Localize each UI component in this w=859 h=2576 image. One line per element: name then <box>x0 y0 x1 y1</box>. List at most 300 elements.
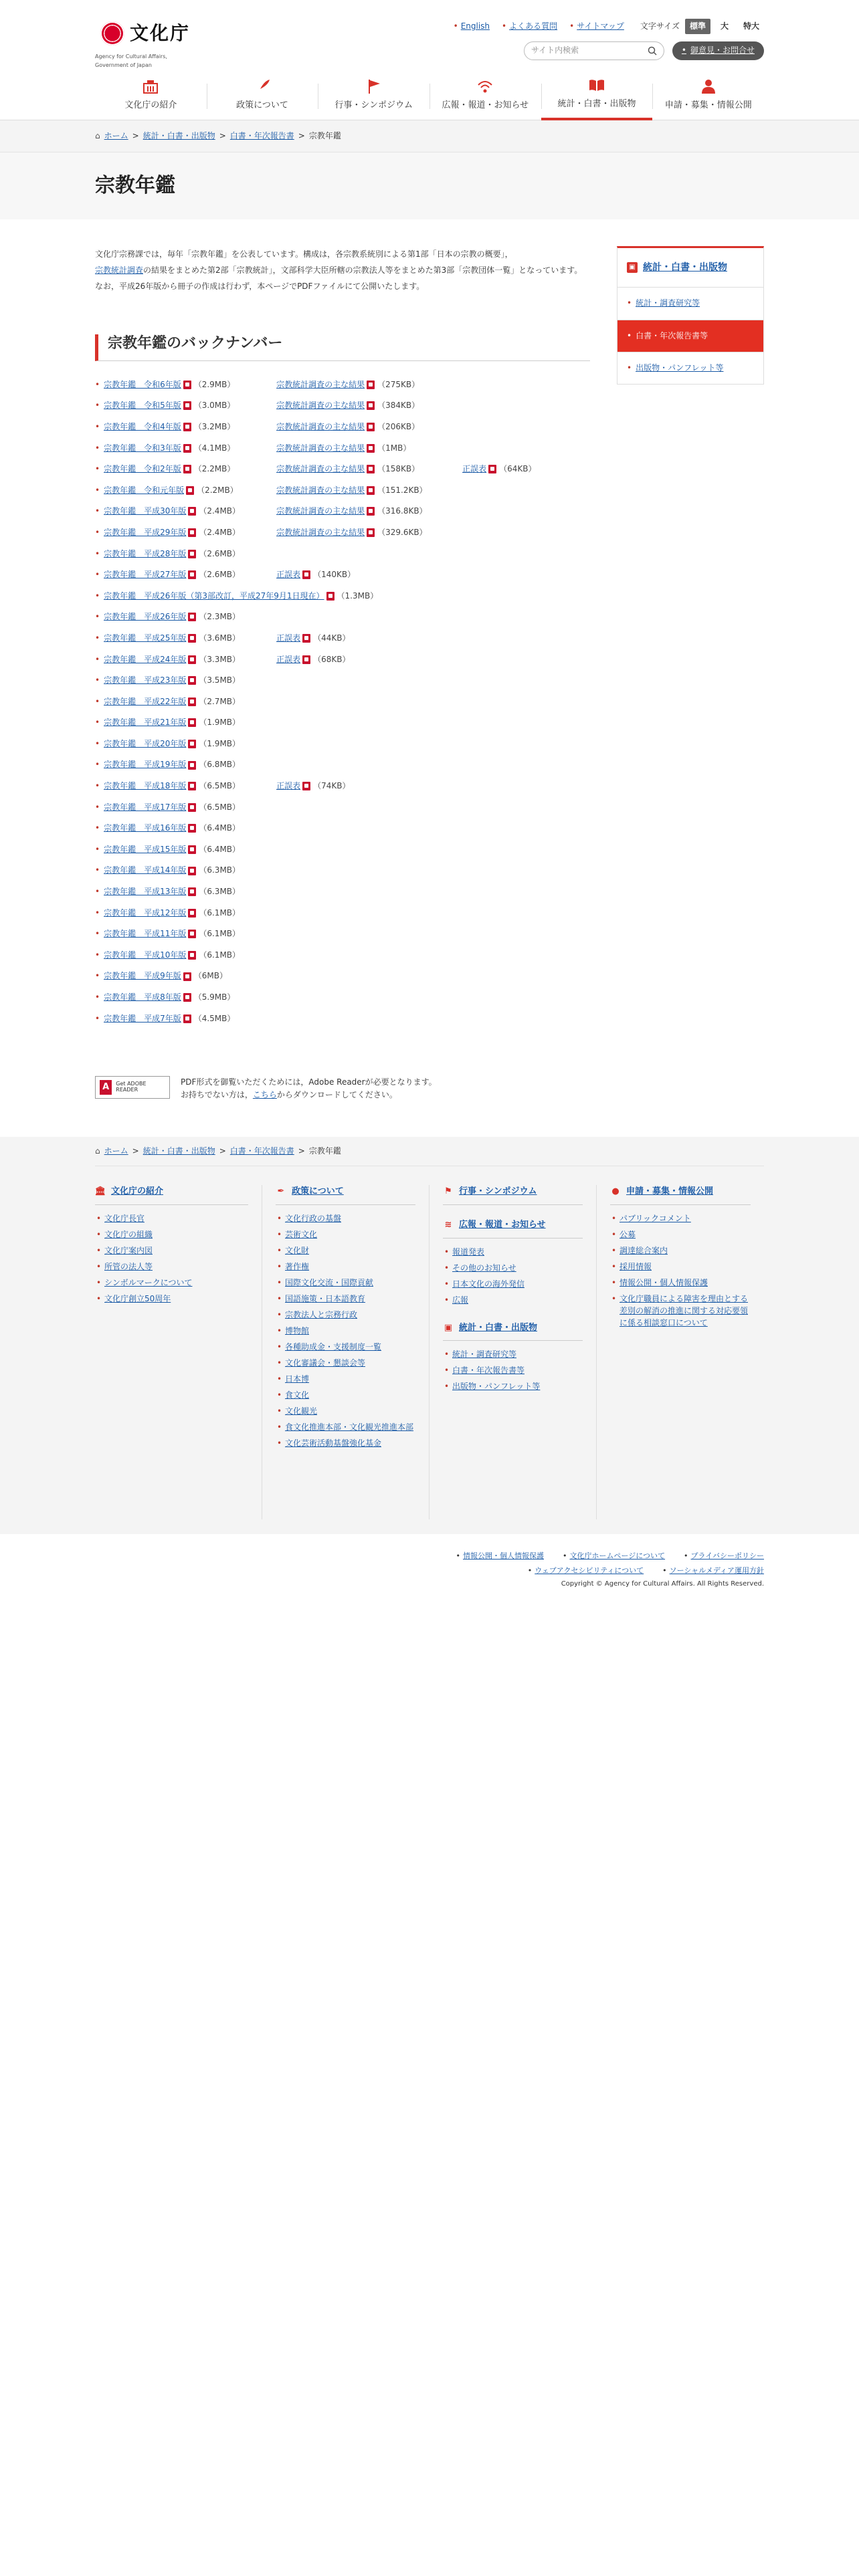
supplement-link[interactable]: 宗教統計調査の主な結果 <box>276 464 365 474</box>
pdf-icon <box>188 718 196 727</box>
footer-link[interactable]: 調達総合案内 <box>619 1245 668 1255</box>
pdf-icon <box>188 887 196 896</box>
footer-link-item <box>95 1226 248 1243</box>
side-item-statistics[interactable] <box>617 287 763 319</box>
pdf-icon <box>188 570 196 579</box>
faq-link[interactable]: • よくある質問 <box>502 20 557 33</box>
yearbook-item <box>95 860 590 881</box>
building-icon: 🏛 <box>94 1186 106 1196</box>
flag-icon: ⚑ <box>444 1186 452 1196</box>
file-size: （1.9MB） <box>199 718 241 728</box>
brush-icon: ✒ <box>277 1186 285 1196</box>
footer-link-item <box>276 1371 415 1387</box>
bottom-link[interactable]: • ウェブアクセシビリティについて <box>528 1565 644 1577</box>
pdf-icon <box>367 423 375 431</box>
yearbook-link[interactable]: • 宗教年鑑 平成21年版 <box>104 718 187 728</box>
file-size: （6.4MB） <box>199 823 241 833</box>
badge-text: Get ADOBE READER <box>116 1081 147 1093</box>
pdf-icon <box>326 592 335 601</box>
yearbook-item <box>95 966 590 987</box>
english-link[interactable]: • English <box>454 20 490 33</box>
footer-link[interactable]: 白書・年次報告書等 <box>452 1366 525 1376</box>
footer-link-item <box>276 1307 415 1323</box>
nav-statistics[interactable] <box>541 70 653 120</box>
file-size: （2.4MB） <box>199 527 241 537</box>
yearbook-item <box>95 564 590 586</box>
file-size: （3.5MB） <box>199 675 241 685</box>
yearbook-link[interactable]: • 宗教年鑑 平成8年版 <box>104 992 181 1002</box>
yearbook-link[interactable]: • 宗教年鑑 平成16年版 <box>104 823 187 833</box>
contact-button[interactable]: • 御意見・お問合せ <box>672 41 764 60</box>
footer-col-application <box>597 1185 764 1519</box>
breadcrumb-home[interactable]: ホーム <box>104 131 128 141</box>
footer-link[interactable]: 文化観光 <box>285 1406 318 1416</box>
yearbook-item <box>95 754 590 776</box>
pdf-icon <box>188 613 196 621</box>
yearbook-link[interactable]: • 宗教年鑑 令和2年版 <box>104 464 181 474</box>
file-size: （2.6MB） <box>199 548 241 558</box>
file-size: （6.8MB） <box>199 760 241 770</box>
site-footer <box>0 1137 859 1534</box>
file-size: （5.9MB） <box>193 992 235 1002</box>
pdf-icon <box>188 909 196 918</box>
nav-label: 統計・白書・出版物 <box>557 99 636 110</box>
side-nav <box>617 246 764 1101</box>
adobe-line-2 <box>181 1089 437 1101</box>
section-title: 宗教年鑑のバックナンバー <box>95 334 590 361</box>
supplement-link[interactable]: 宗教統計調査の主な結果 <box>276 379 365 389</box>
footer-link[interactable]: 博物館 <box>285 1325 310 1335</box>
side-item-whitepapers[interactable] <box>617 320 763 352</box>
nav-label: 申請・募集・情報公開 <box>664 100 752 111</box>
side-item-label[interactable]: 白書・年次報告書等 <box>636 330 708 340</box>
nav-label: 広報・報道・お知らせ <box>442 100 529 111</box>
footer-link-item <box>276 1259 415 1275</box>
breadcrumb: ⌂ ホーム > 統計・白書・出版物 > 白書・年次報告書 > 宗教年鑑 <box>95 120 764 152</box>
yearbook-link[interactable]: • 宗教年鑑 平成17年版 <box>104 802 187 812</box>
yearbook-item <box>95 459 590 480</box>
pdf-icon <box>188 550 196 558</box>
footer-link[interactable]: 出版物・パンフレット等 <box>452 1382 541 1392</box>
utility-links <box>454 19 764 34</box>
title-band <box>0 152 859 219</box>
search-icon[interactable] <box>648 46 657 56</box>
get-adobe-reader-badge[interactable] <box>95 1076 170 1099</box>
footer-link-item <box>610 1291 751 1331</box>
supplement-link[interactable]: 宗教統計調査の主な結果 <box>276 401 365 411</box>
footer-link-item <box>443 1346 583 1362</box>
yearbook-item <box>95 796 590 818</box>
yearbook-link[interactable]: • 宗教年鑑 平成13年版 <box>104 887 187 897</box>
logo-seal-icon <box>100 21 124 45</box>
side-item-label[interactable]: 統計・調査研究等 <box>636 298 700 308</box>
footer-link-item <box>95 1259 248 1275</box>
footer-link[interactable]: 報道発表 <box>452 1247 485 1257</box>
footer-link[interactable]: 国語施策・日本語教育 <box>285 1293 366 1303</box>
footer-link-item <box>610 1259 751 1275</box>
page-title: 宗教年鑑 <box>95 174 175 197</box>
sitemap-link[interactable]: • サイトマップ <box>569 20 624 33</box>
adobe-line-2-post: からダウンロードしてください。 <box>276 1090 397 1100</box>
pdf-icon <box>188 803 196 812</box>
footer-link[interactable]: 文化芸術活動基盤強化基金 <box>285 1438 382 1448</box>
supplement-link[interactable]: 宗教統計調査の主な結果 <box>276 443 365 453</box>
footer-head-events[interactable]: 行事・シンポジウム <box>459 1186 537 1196</box>
file-size: （6.3MB） <box>199 887 241 897</box>
file-size: （275KB） <box>377 379 420 389</box>
supplement-link[interactable]: 宗教統計調査の主な結果 <box>276 506 365 516</box>
yearbook-item <box>95 839 590 861</box>
yearbook-link[interactable]: • 宗教年鑑 平成26年版（第3部改訂，平成27年9月1日現在） <box>104 591 324 601</box>
yearbook-item <box>95 628 590 649</box>
font-size-standard[interactable]: 標準 <box>685 19 710 34</box>
pdf-icon <box>488 465 496 473</box>
supplement-link[interactable]: 正誤表 <box>276 654 301 664</box>
breadcrumb-statistics[interactable]: 統計・白書・出版物 <box>142 131 215 141</box>
pdf-icon <box>183 1014 191 1023</box>
font-size-large[interactable]: 大 <box>720 21 729 31</box>
nav-events[interactable] <box>318 70 430 120</box>
yearbook-link[interactable]: • 宗教年鑑 平成25年版 <box>104 633 187 643</box>
yearbook-link[interactable]: • 宗教年鑑 平成20年版 <box>104 738 187 748</box>
file-size: （2.9MB） <box>193 379 235 389</box>
yearbook-link[interactable]: • 宗教年鑑 平成28年版 <box>104 548 187 558</box>
pdf-icon <box>188 761 196 770</box>
yearbook-link[interactable]: • 宗教年鑑 平成11年版 <box>104 929 187 939</box>
file-size: （64KB） <box>499 464 537 474</box>
errata-link[interactable]: 正誤表 <box>462 464 487 474</box>
pdf-icon <box>183 993 191 1002</box>
bottom-link[interactable]: • 文化庁ホームページについて <box>563 1550 665 1562</box>
pdf-icon <box>188 867 196 875</box>
file-size: （3.3MB） <box>199 654 241 664</box>
global-nav <box>95 70 764 120</box>
footer-list-policy <box>276 1210 415 1451</box>
file-size: （384KB） <box>377 401 420 411</box>
yearbook-item <box>95 691 590 713</box>
yearbook-link[interactable]: • 宗教年鑑 平成26年版 <box>104 612 187 622</box>
footer-link-item <box>276 1435 415 1451</box>
footer-link-item <box>443 1362 583 1378</box>
footer-link[interactable]: シンボルマークについて <box>104 1277 193 1287</box>
nav-label: 行事・シンポジウム <box>335 100 413 111</box>
pdf-icon <box>188 634 196 643</box>
file-size: （329.6KB） <box>377 527 427 537</box>
footer-link-item <box>276 1387 415 1403</box>
pdf-icon <box>188 740 196 748</box>
file-size: （3.6MB） <box>199 633 241 643</box>
footer-link[interactable]: 日本博 <box>285 1374 310 1384</box>
breadcrumb-current: 宗教年鑑 <box>308 131 341 141</box>
adobe-download-link[interactable]: こちら <box>252 1090 277 1100</box>
yearbook-link[interactable]: • 宗教年鑑 令和5年版 <box>104 401 181 411</box>
footer-link[interactable]: 著作権 <box>285 1261 310 1271</box>
footer-link[interactable]: 採用情報 <box>619 1261 652 1271</box>
footer-link[interactable]: 宗教法人と宗務行政 <box>285 1309 358 1319</box>
footer-list-application <box>610 1210 751 1331</box>
footer-link[interactable]: 食文化推進本部・文化観光推進本部 <box>285 1422 414 1432</box>
side-nav-head-link[interactable]: 統計・白書・出版物 <box>643 262 727 273</box>
search-placeholder: サイト内検索 <box>531 45 579 56</box>
yearbook-item <box>95 881 590 903</box>
adobe-reader-note <box>95 1076 590 1101</box>
footer-link[interactable]: 各種助成金・支援制度一覧 <box>285 1341 382 1352</box>
site-logo[interactable] <box>95 19 195 70</box>
breadcrumb-whitepapers[interactable]: 白書・年次報告書 <box>229 1146 294 1156</box>
side-nav-head[interactable] <box>617 248 763 287</box>
footer-link[interactable]: 文化庁の組織 <box>104 1229 153 1239</box>
pdf-icon <box>183 401 191 410</box>
person-icon: ● <box>611 1186 619 1196</box>
home-icon: ⌂ <box>95 131 100 141</box>
intro-line-2 <box>95 262 590 278</box>
footer-list-about <box>95 1210 248 1307</box>
yearbook-item <box>95 607 590 628</box>
pdf-icon <box>188 697 196 706</box>
supplement-link[interactable]: 宗教統計調査の主な結果 <box>276 421 365 431</box>
book-icon: ▣ <box>627 262 638 273</box>
file-size: （3.2MB） <box>193 421 235 431</box>
intro-line-2-text: の結果をまとめた第2部「宗教統計」，文部科学大臣所轄の宗教法人等をまとめた第3部「宗教団体一覧」となっています。 <box>143 265 583 275</box>
footer-link[interactable]: 芸術文化 <box>285 1229 318 1239</box>
footer-list-pr <box>443 1244 583 1308</box>
supplement-link[interactable]: 宗教統計調査の主な結果 <box>276 485 365 495</box>
footer-link[interactable]: 文化審議会・懇談会等 <box>285 1358 366 1368</box>
supplement-link[interactable]: 正誤表 <box>276 570 301 580</box>
yearbook-link[interactable]: • 宗教年鑑 平成10年版 <box>104 950 187 960</box>
yearbook-item <box>95 395 590 417</box>
file-size: （151.2KB） <box>377 485 427 495</box>
side-item-publications[interactable] <box>617 352 763 384</box>
yearbook-list <box>95 374 590 1029</box>
pdf-icon <box>188 507 196 516</box>
adobe-line-2-pre: お持ちでない方は， <box>181 1090 253 1100</box>
footer-link[interactable]: その他のお知らせ <box>452 1263 516 1273</box>
pdf-icon <box>367 528 375 537</box>
yearbook-link[interactable]: • 宗教年鑑 平成15年版 <box>104 844 187 854</box>
site-search-input[interactable] <box>524 41 664 60</box>
footer-link-item <box>95 1210 248 1226</box>
yearbook-item <box>95 734 590 755</box>
pdf-icon <box>188 824 196 833</box>
footer-link[interactable]: 統計・調査研究等 <box>452 1350 517 1360</box>
yearbook-link[interactable]: • 宗教年鑑 平成23年版 <box>104 675 187 685</box>
yearbook-link[interactable]: • 宗教年鑑 平成27年版 <box>104 570 187 580</box>
file-size: （74KB） <box>313 781 351 791</box>
pdf-icon <box>183 972 191 981</box>
footer-link[interactable]: 文化庁職員による障害を理由とする差別の解消の推進に関する対応要領に係る相談窓口について <box>619 1293 749 1327</box>
yearbook-item <box>95 480 590 502</box>
yearbook-item <box>95 543 590 564</box>
breadcrumb-whitepapers[interactable]: 白書・年次報告書 <box>229 131 294 141</box>
main-content <box>95 246 590 1101</box>
bottom-link[interactable]: • 情報公開・個人情報保護 <box>456 1550 544 1562</box>
file-size: （316.8KB） <box>377 506 427 516</box>
footer-col-events-pr <box>430 1185 597 1519</box>
pdf-icon <box>367 401 375 410</box>
file-size: （6.4MB） <box>199 844 241 854</box>
footer-breadcrumb: ⌂ ホーム > 統計・白書・出版物 > 白書・年次報告書 > 宗教年鑑 <box>95 1137 764 1166</box>
footer-link-item <box>95 1275 248 1291</box>
footer-link-item <box>610 1275 751 1291</box>
file-size: （2.4MB） <box>199 506 241 516</box>
footer-link[interactable]: 日本文化の海外発信 <box>452 1279 525 1289</box>
footer-head-pr[interactable]: 広報・報道・お知らせ <box>459 1219 546 1230</box>
pdf-icon <box>183 444 191 453</box>
statistics-survey-link[interactable]: 宗教統計調査 <box>95 265 144 275</box>
adobe-line-1: PDF形式を御覧いただくためには，Adobe Readerが必要となります。 <box>181 1077 437 1087</box>
intro-line-3: なお，平成26年版から冊子の作成は行わず，本ページでPDFファイルにて公開いたします。 <box>95 282 425 291</box>
yearbook-link[interactable]: • 宗教年鑑 平成14年版 <box>104 865 187 875</box>
nav-policy[interactable] <box>207 70 318 120</box>
pdf-icon <box>183 465 191 473</box>
pdf-icon <box>188 930 196 938</box>
file-size: （6.5MB） <box>199 781 241 791</box>
supplement-link[interactable]: 正誤表 <box>276 781 301 791</box>
breadcrumb-bar <box>0 120 859 152</box>
pdf-icon <box>183 381 191 389</box>
footer-link-item <box>95 1291 248 1307</box>
footer-head-application[interactable]: 申請・募集・情報公開 <box>626 1186 714 1196</box>
adobe-icon: A <box>100 1080 112 1095</box>
file-size: （1.9MB） <box>199 738 241 748</box>
file-size: （6.3MB） <box>199 865 241 875</box>
footer-col-policy <box>262 1185 430 1519</box>
footer-link-item <box>276 1210 415 1226</box>
yearbook-item <box>95 586 590 607</box>
footer-link-item <box>610 1226 751 1243</box>
book-icon: ▣ <box>444 1322 453 1333</box>
yearbook-item <box>95 417 590 438</box>
footer-link-item <box>276 1339 415 1355</box>
home-icon: ⌂ <box>95 1146 100 1156</box>
file-size: （2.2MB） <box>197 485 238 495</box>
footer-link-item <box>276 1355 415 1371</box>
intro-line-1: 文化庁宗務課では，毎年「宗教年鑑」を公表しています。構成は，各宗教系統別による第1部「日本の宗教の概要」， <box>95 249 513 259</box>
nav-label: 政策について <box>236 100 288 111</box>
yearbook-link[interactable]: • 宗教年鑑 令和6年版 <box>104 379 181 389</box>
file-size: （206KB） <box>377 421 420 431</box>
footer-link[interactable]: 食文化 <box>285 1390 310 1400</box>
file-size: （140KB） <box>313 570 356 580</box>
nav-about[interactable] <box>95 70 207 120</box>
yearbook-link[interactable]: • 宗教年鑑 平成9年版 <box>104 971 181 981</box>
font-size-xlarge[interactable]: 特大 <box>743 21 759 31</box>
yearbook-link[interactable]: • 宗教年鑑 平成22年版 <box>104 696 187 706</box>
footer-link[interactable]: パブリックコメント <box>619 1213 691 1223</box>
pdf-icon <box>367 444 375 453</box>
file-size: （44KB） <box>313 633 351 643</box>
bottom-link[interactable]: • ソーシャルメディア運用方針 <box>662 1565 764 1577</box>
flag-icon <box>365 78 383 95</box>
logo-english: Agency for Cultural Affairs, Government of Japan <box>95 53 167 68</box>
footer-link-item <box>276 1419 415 1435</box>
building-icon <box>142 78 159 95</box>
footer-link[interactable]: 文化庁長官 <box>104 1213 145 1223</box>
yearbook-link[interactable]: • 宗教年鑑 平成7年版 <box>104 1013 181 1023</box>
footer-link[interactable]: 国際文化交流・国際貢献 <box>285 1277 374 1287</box>
yearbook-link[interactable]: • 宗教年鑑 令和元年版 <box>104 485 185 495</box>
footer-link-item <box>610 1243 751 1259</box>
nav-application[interactable] <box>652 70 764 120</box>
footer-link-item <box>276 1243 415 1259</box>
footer-link-item <box>443 1276 583 1292</box>
file-size: （3.0MB） <box>193 401 235 411</box>
pdf-icon <box>302 570 310 579</box>
footer-link-item <box>95 1243 248 1259</box>
breadcrumb-statistics[interactable]: 統計・白書・出版物 <box>142 1146 215 1156</box>
intro-text <box>95 246 590 294</box>
pdf-icon <box>367 465 375 473</box>
footer-link[interactable]: 文化庁案内図 <box>104 1245 153 1255</box>
person-icon <box>700 78 717 95</box>
footer-list-statistics <box>443 1346 583 1394</box>
yearbook-link[interactable]: • 宗教年鑑 平成18年版 <box>104 781 187 791</box>
yearbook-item <box>95 649 590 670</box>
pdf-icon <box>367 381 375 389</box>
site-header <box>0 0 859 120</box>
footer-link[interactable]: 文化行政の基盤 <box>285 1213 342 1223</box>
file-size: （4.5MB） <box>193 1013 235 1023</box>
yearbook-link[interactable]: • 宗教年鑑 平成30年版 <box>104 506 187 516</box>
footer-link-item <box>443 1292 583 1308</box>
bottom-links <box>389 1550 764 1576</box>
footer-head-policy[interactable]: 政策について <box>292 1186 344 1196</box>
yearbook-link[interactable]: • 宗教年鑑 令和3年版 <box>104 443 181 453</box>
footer-link-item <box>276 1275 415 1291</box>
yearbook-link[interactable]: • 宗教年鑑 平成24年版 <box>104 654 187 664</box>
supplement-link[interactable]: 宗教統計調査の主な結果 <box>276 527 365 537</box>
yearbook-link[interactable]: • 宗教年鑑 平成19年版 <box>104 760 187 770</box>
footer-link[interactable]: 公募 <box>619 1229 636 1239</box>
yearbook-link[interactable]: • 宗教年鑑 令和4年版 <box>104 421 181 431</box>
pdf-icon <box>186 486 194 495</box>
yearbook-link[interactable]: • 宗教年鑑 平成29年版 <box>104 527 187 537</box>
footer-link[interactable]: 文化庁創立50周年 <box>104 1293 171 1303</box>
footer-head-about[interactable]: 文化庁の紹介 <box>111 1186 164 1196</box>
bottom-bar <box>0 1550 859 1590</box>
pdf-icon <box>302 655 310 664</box>
file-size: （1.3MB） <box>337 591 379 601</box>
yearbook-item <box>95 374 590 396</box>
file-size: （1MB） <box>377 443 411 453</box>
footer-link-item <box>276 1226 415 1243</box>
pdf-icon <box>302 634 310 643</box>
nav-pr[interactable] <box>430 70 541 120</box>
yearbook-link[interactable]: • 宗教年鑑 平成12年版 <box>104 907 187 918</box>
footer-head-statistics[interactable]: 統計・白書・出版物 <box>459 1322 538 1333</box>
footer-link-item <box>276 1323 415 1339</box>
bottom-link[interactable]: • プライバシーポリシー <box>684 1550 764 1562</box>
footer-link[interactable]: 情報公開・個人情報保護 <box>619 1277 708 1287</box>
side-item-label[interactable]: 出版物・パンフレット等 <box>636 362 724 372</box>
breadcrumb-home[interactable]: ホーム <box>104 1146 128 1156</box>
pdf-icon <box>367 486 375 495</box>
footer-link[interactable]: 文化財 <box>285 1245 310 1255</box>
yearbook-item <box>95 501 590 522</box>
footer-link-item <box>276 1403 415 1419</box>
file-size: （2.2MB） <box>193 464 235 474</box>
footer-link[interactable]: 広報 <box>452 1295 469 1305</box>
file-size: （158KB） <box>377 464 420 474</box>
yearbook-item <box>95 945 590 966</box>
footer-link[interactable]: 所管の法人等 <box>104 1261 153 1271</box>
file-size: （6MB） <box>193 971 227 981</box>
nav-label: 文化庁の紹介 <box>124 100 177 111</box>
pdf-icon <box>183 423 191 431</box>
supplement-link[interactable]: 正誤表 <box>276 633 301 643</box>
pdf-icon <box>188 951 196 960</box>
